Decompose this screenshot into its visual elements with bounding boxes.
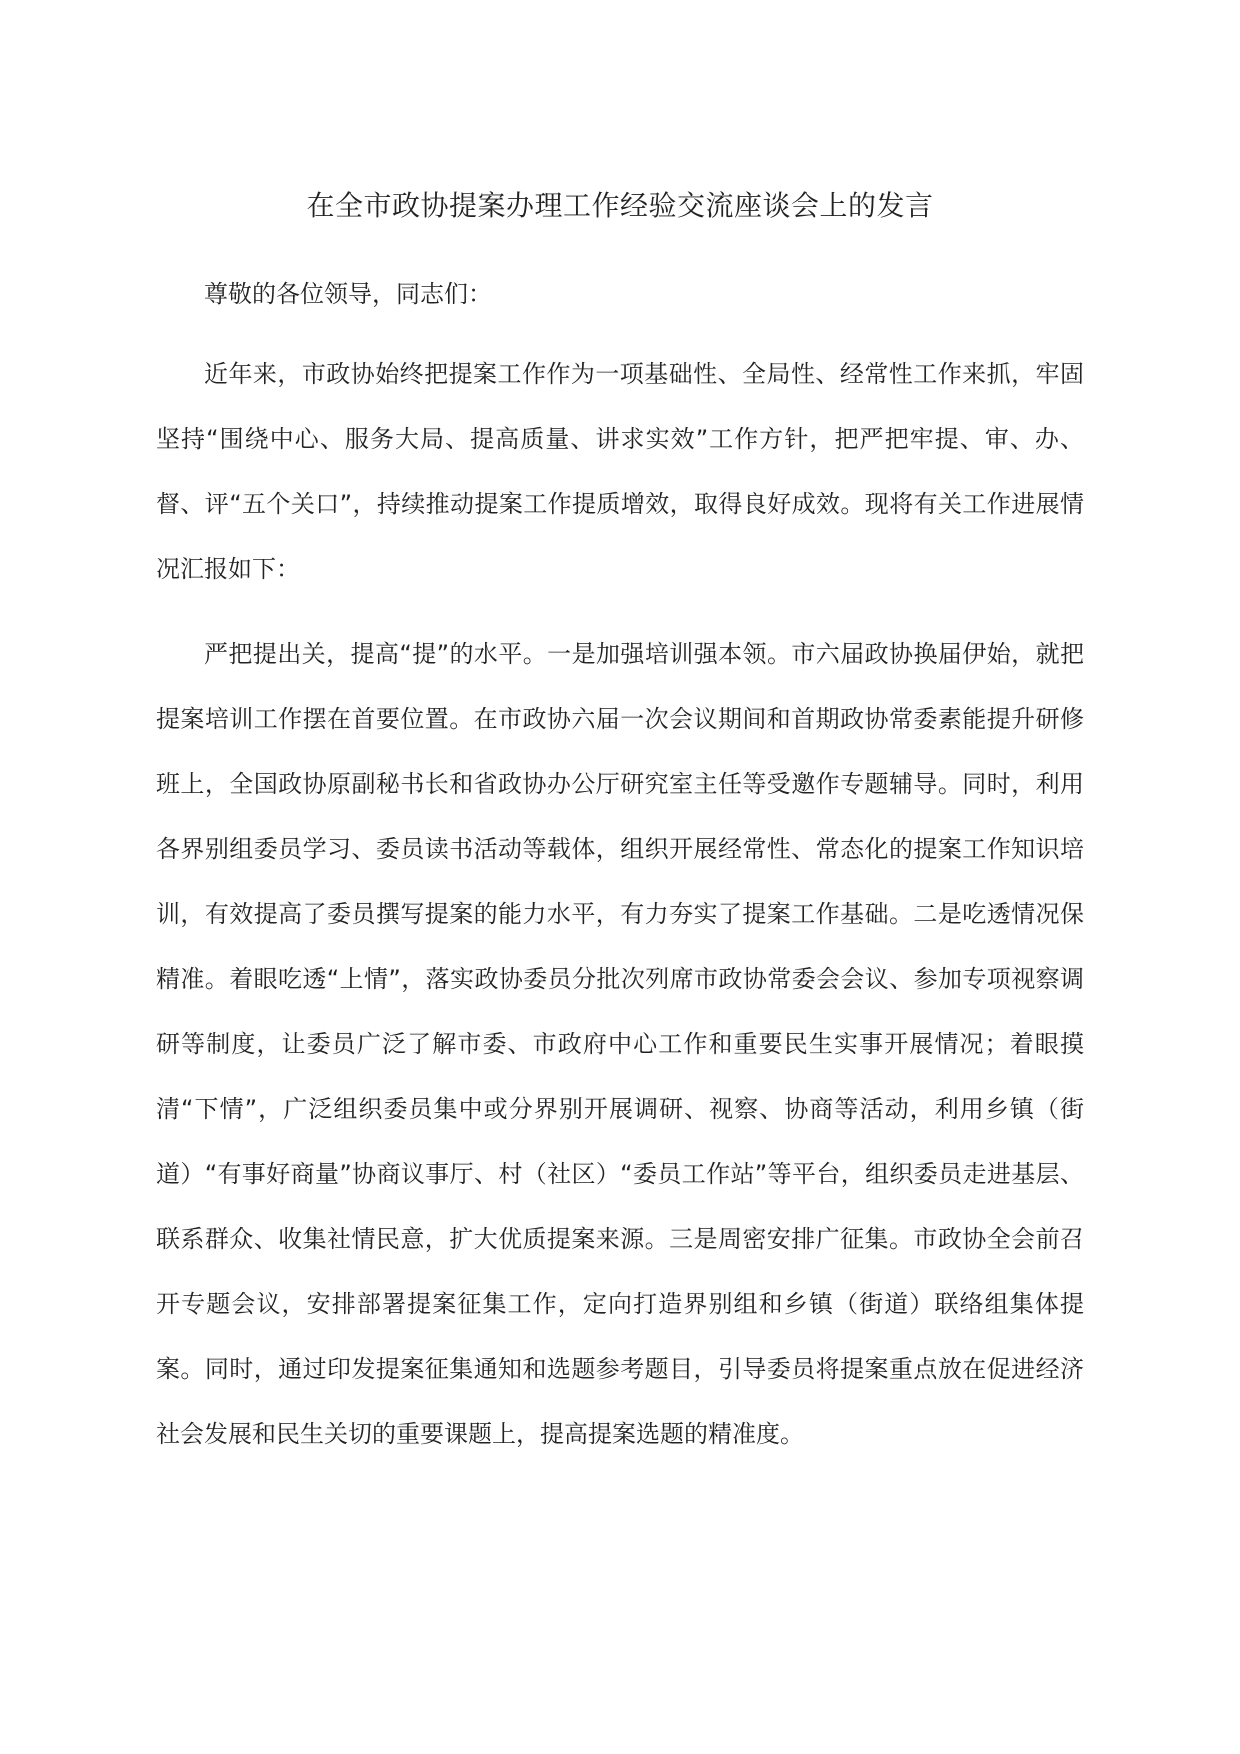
proposal-submission-paragraph: 严把提出关，提高“提”的水平。一是加强培训强本领。市六届政协换届伊始，就把提案培训工作摆在首要位置。在市政协六届一次会议期间和首期政协常委素能提升研修班上，全国政协原副秘书长和省政协办公厅研究室主任等受邀作专题辅导。同时，利用各界别组委员学习、委员读书活动等载体，组织开展经常性、常态化的提案工作知识培训，有效提高了委员撰写提案的能力水平，有力夯实了提案工作基础。二是吃透情况保精准。着眼吃透“上情”，落实政协委员分批次列席市政协常委会会议、参加专项视察调研等制度，让委员广泛了解市委、市政府中心工作和重要民生实事开展情况；着眼摸清“下情”，广泛组织委员集中或分界别开展调研、视察、协商等活动，利用乡镇（街道）“有事好商量”协商议事厅、村（社区）“委员工作站”等平台，组织委员走进基层、联系群众、收集社情民意，扩大优质提案来源。三是周密安排广征集。市政协全会前召开专题会议，安排部署提案征集工作，定向打造界别组和乡镇（街道）联络组集体提案。同时，通过印发提案征集通知和选题参考题目，引导委员将提案重点放在促进经济社会发展和民生关切的重要课题上，提高提案选题的精准度。 xyxy=(156,640,1084,1448)
greeting-paragraph: 尊敬的各位领导，同志们： xyxy=(204,280,492,308)
intro-paragraph: 近年来，市政协始终把提案工作作为一项基础性、全局性、经常性工作来抓，牢固坚持“围绕中心、服务大局、提高质量、讲求实效”工作方针，把严把牢提、审、办、督、评“五个关口”，持续推动提案工作提质增效，取得良好成效。现将有关工作进展情况汇报如下： xyxy=(156,360,1084,583)
document-title: 在全市政协提案办理工作经验交流座谈会上的发言 xyxy=(306,189,934,222)
